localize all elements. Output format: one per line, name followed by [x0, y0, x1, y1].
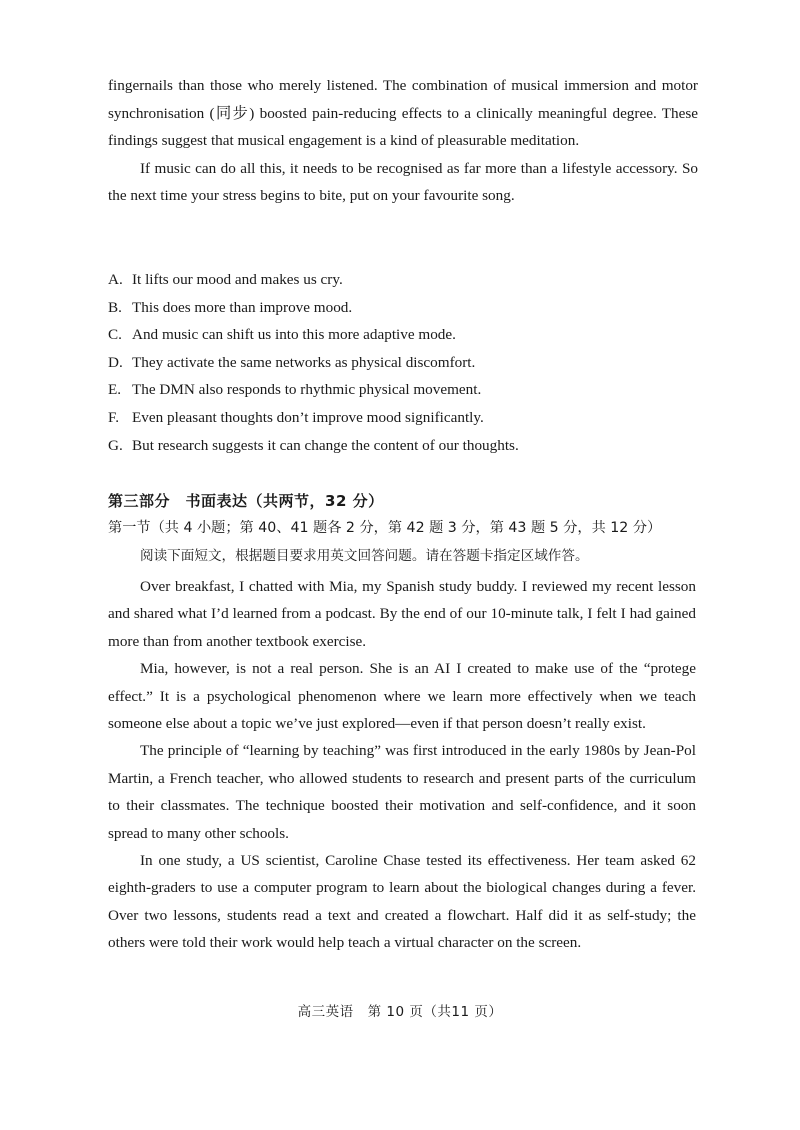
option-letter: F. [108, 408, 120, 426]
subsection-heading: 第一节（共 4 小题；第 40、41 题各 2 分，第 42 题 3 分，第 43 题 5 分，共 12 分） [108, 520, 662, 536]
passage-paragraph-3: The principle of “learning by teaching” was first introduced in the early 1980s by Jean-Pol Martin, a French teacher, who allowed students to research and present parts of the curriculum to their classmates. The technique boosted their motivation and self-confidence, and it soon spread to many other schools. [108, 742, 696, 842]
option-f [108, 404, 698, 432]
option-text: This does more than improve mood. [132, 298, 353, 316]
passage-paragraph-4: In one study, a US scientist, Caroline Chase tested its effectiveness. Her team asked 62 eighth-graders to use a computer program to learn about the biological changes during a fever. Over two lessons, students read a text and created a flowchart. Half did it as self-study; the others were told their work would help teach a virtual character on the screen. [108, 852, 696, 952]
option-text: It lifts our mood and makes us cry. [132, 271, 343, 288]
page-footer: 高三英语 第 10 页（共11 页） [297, 1004, 503, 1020]
section-instruction: 阅读下面短文，根据题目要求用英文回答问题。请在答题卡指定区域作答。 [140, 548, 589, 564]
top-passage [108, 72, 698, 210]
option-letter: C. [108, 326, 122, 344]
top-passage-paragraph-2: If music can do all this, it needs to be recognised as far more than a lifestyle accessory. So the next time your stress begins to bite, put on your favourite song. [108, 159, 698, 205]
option-letter: G. [108, 436, 123, 454]
option-letter: B. [108, 298, 122, 316]
section-heading: 第三部分 书面表达（共两节，32 分） [108, 492, 384, 510]
option-c [108, 321, 698, 349]
option-d [108, 349, 698, 377]
option-b [108, 294, 698, 322]
option-letter: D. [108, 353, 123, 371]
option-letter: A. [108, 271, 123, 288]
option-text: But research suggests it can change the content of our thoughts. [132, 436, 519, 454]
option-text: And music can shift us into this more adaptive mode. [132, 326, 456, 344]
passage-paragraph-2: Mia, however, is not a real person. She is an AI I created to make use of the “protege effect.” It is a psychological phenomenon where we learn more effectively when we teach someone else about a topic we’ve just explored—even if that person doesn’t really exist. [108, 660, 696, 733]
reading-passage [108, 573, 696, 957]
answer-options-list [108, 266, 698, 459]
option-text: Even pleasant thoughts don’t improve mood significantly. [132, 408, 484, 426]
passage-paragraph-1: Over breakfast, I chatted with Mia, my Spanish study buddy. I reviewed my recent lesson and shared what I’d learned from a podcast. By the end of our 10-minute talk, I felt I had gained more than from another textbook exercise. [108, 578, 696, 650]
option-text: The DMN also responds to rhythmic physical movement. [132, 381, 482, 399]
option-letter: E. [108, 381, 122, 399]
option-text: They activate the same networks as physical discomfort. [132, 353, 476, 371]
option-a [108, 266, 698, 294]
top-passage-paragraph-1: fingernails than those who merely listened. The combination of musical immersion and motor synchronisation (同步) boosted pain-reducing effects to a clinically meaningful degree. These findings suggest that musical engagement is a kind of pleasurable meditation. [108, 77, 698, 150]
option-e [108, 376, 698, 404]
option-g [108, 432, 698, 460]
